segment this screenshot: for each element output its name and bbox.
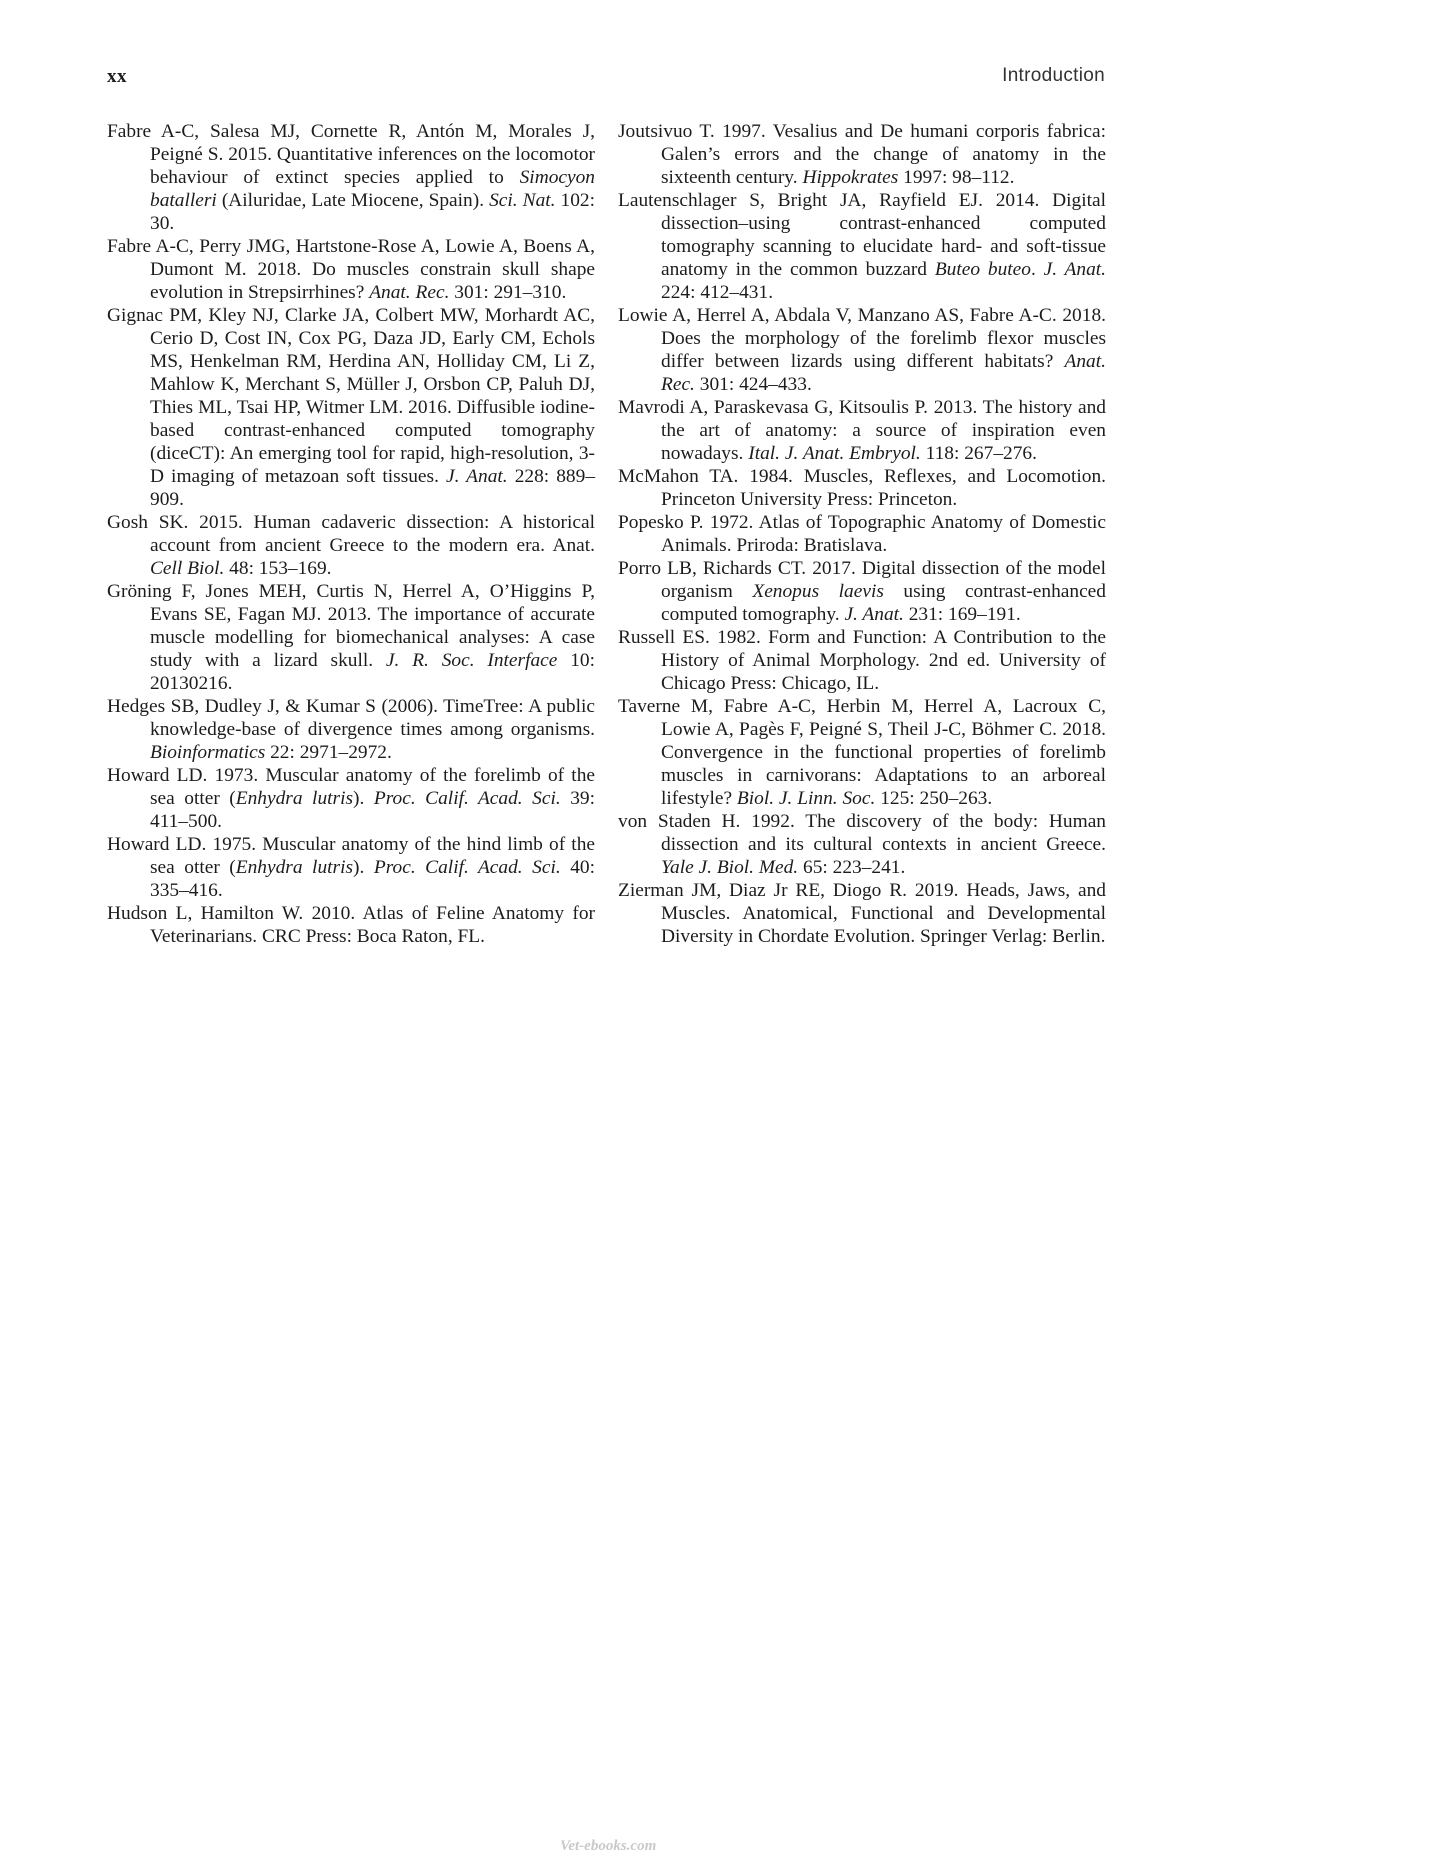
reference-entry: Mavrodi A, Paraskevasa G, Kitsoulis P. 2013. The history and the art of anatomy: a source of inspiration even nowadays. Ital. J. Anat. Embryol. 118: 267–276. xyxy=(618,397,1106,464)
reference-entry: Taverne M, Fabre A-C, Herbin M, Herrel A, Lacroux C, Lowie A, Pagès F, Peigné S, Theil J-C, Böhmer C. 2018. Convergence in the functional properties of forelimb muscles in carnivorans: Adaptations to an arboreal lifestyle? Biol. J. Linn. Soc. 125: 250–263. xyxy=(618,696,1106,809)
page-number: xx xyxy=(107,66,127,87)
reference-entry: Joutsivuo T. 1997. Vesalius and De humani corporis fabrica: Galen’s errors and the change of anatomy in the sixteenth century. Hippokrates 1997: 98–112. xyxy=(618,121,1106,188)
running-header: Introduction xyxy=(1002,65,1105,86)
reference-entry: von Staden H. 1992. The discovery of the body: Human dissection and its cultural contexts in ancient Greece. Yale J. Biol. Med. 65: 223–241. xyxy=(618,811,1106,878)
reference-entry: McMahon TA. 1984. Muscles, Reflexes, and Locomotion. Princeton University Press: Princeton. xyxy=(618,466,1106,510)
reference-entry: Lowie A, Herrel A, Abdala V, Manzano AS, Fabre A-C. 2018. Does the morphology of the forelimb flexor muscles differ between lizards using different habitats? Anat. Rec. 301: 424–433. xyxy=(618,305,1106,395)
reference-entry: Hudson L, Hamilton W. 2010. Atlas of Feline Anatomy for Veterinarians. CRC Press: Boca Raton, FL. xyxy=(107,903,595,947)
reference-entry: Lautenschlager S, Bright JA, Rayfield EJ. 2014. Digital dissection–using contrast-enhanced computed tomography scanning to elucidate hard- and soft-tissue anatomy in the common buzzard Buteo buteo. J. Anat. 224: 412–431. xyxy=(618,190,1107,303)
references-right-column xyxy=(618,120,1106,948)
reference-entry: Howard LD. 1975. Muscular anatomy of the hind limb of the sea otter (Enhydra lutris). Proc. Calif. Acad. Sci. 40: 335–416. xyxy=(107,834,595,901)
reference-entry: Fabre A-C, Perry JMG, Hartstone-Rose A, Lowie A, Boens A, Dumont M. 2018. Do muscles constrain skull shape evolution in Strepsirrhines? Anat. Rec. 301: 291–310. xyxy=(107,236,595,303)
reference-entry: Russell ES. 1982. Form and Function: A Contribution to the History of Animal Morphology. 2nd ed. University of Chicago Press: Chicago, IL. xyxy=(618,627,1106,694)
reference-entry: Fabre A-C, Salesa MJ, Cornette R, Antón M, Morales J, Peigné S. 2015. Quantitative inferences on the locomotor behaviour of extinct species applied to Simocyon batalleri (Ailuridae, Late Miocene, Spain). Sci. Nat. 102: 30. xyxy=(107,121,596,234)
reference-entry: Gröning F, Jones MEH, Curtis N, Herrel A, O’Higgins P, Evans SE, Fagan MJ. 2013. The importance of accurate muscle modelling for biomechanical analyses: A case study with a lizard skull. J. R. Soc. Interface 10: 20130216. xyxy=(107,581,595,694)
reference-entry: Howard LD. 1973. Muscular anatomy of the forelimb of the sea otter (Enhydra lutris). Proc. Calif. Acad. Sci. 39: 411–500. xyxy=(107,765,595,832)
reference-entry: Gignac PM, Kley NJ, Clarke JA, Colbert MW, Morhardt AC, Cerio D, Cost IN, Cox PG, Daza JD, Early CM, Echols MS, Henkelman RM, Herdina AN, Holliday CM, Li Z, Mahlow K, Merchant S, Müller J, Orsbon CP, Paluh DJ, Thies ML, Tsai HP, Witmer LM. 2016. Diffusible iodine-based contrast-enhanced computed tomography (diceCT): An emerging tool for rapid, high-resolution, 3-D imaging of metazoan soft tissues. J. Anat. 228: 889–909. xyxy=(107,305,596,510)
reference-entry: Popesko P. 1972. Atlas of Topographic Anatomy of Domestic Animals. Priroda: Bratislava. xyxy=(618,512,1106,556)
references-left-column xyxy=(107,120,595,948)
watermark-logo: Vet-ebooks.com xyxy=(560,1838,657,1854)
reference-entry: Zierman JM, Diaz Jr RE, Diogo R. 2019. Heads, Jaws, and Muscles. Anatomical, Functional and Developmental Diversity in Chordate Evolution. Springer Verlag: Berlin. xyxy=(618,880,1106,947)
reference-entry: Gosh SK. 2015. Human cadaveric dissection: A historical account from ancient Greece to the modern era. Anat. Cell Biol. 48: 153–169. xyxy=(107,512,595,579)
reference-entry: Hedges SB, Dudley J, & Kumar S (2006). TimeTree: A public knowledge-base of divergence times among organisms. Bioinformatics 22: 2971–2972. xyxy=(107,696,595,763)
reference-entry: Porro LB, Richards CT. 2017. Digital dissection of the model organism Xenopus laevis using contrast-enhanced computed tomography. J. Anat. 231: 169–191. xyxy=(618,558,1106,625)
